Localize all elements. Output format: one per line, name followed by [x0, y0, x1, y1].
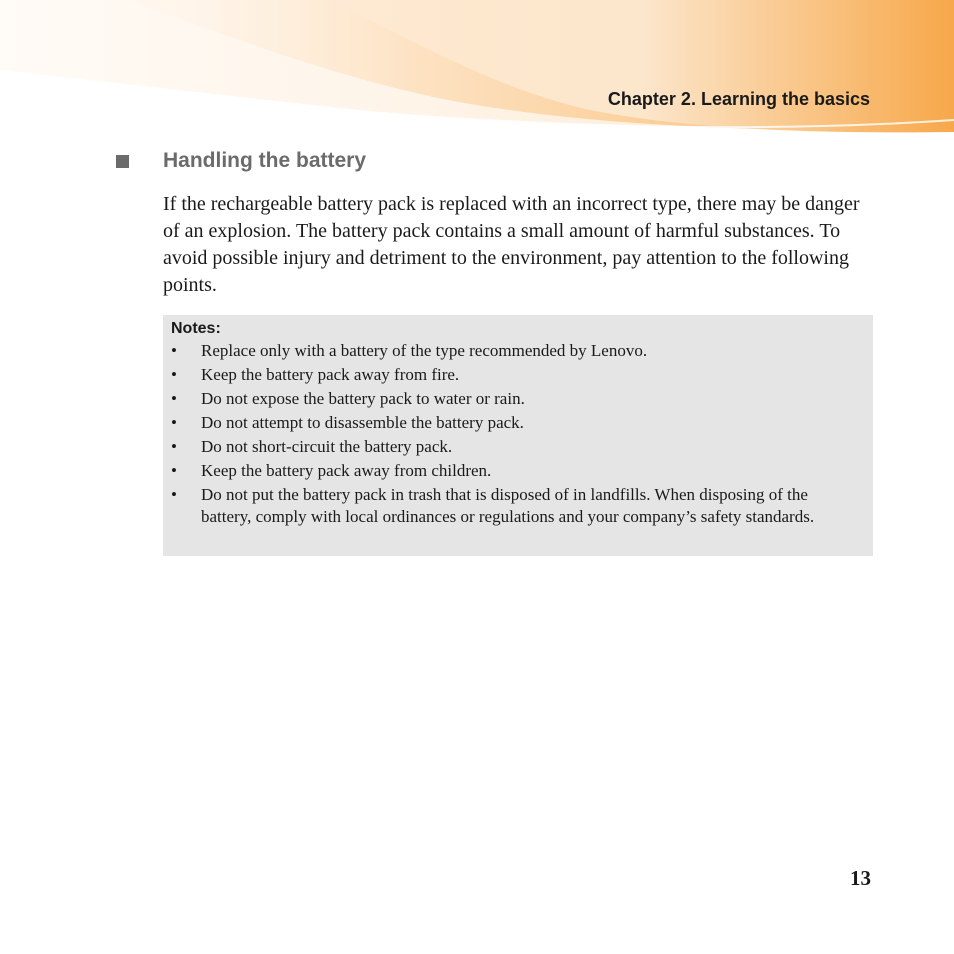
chapter-title: Chapter 2. Learning the basics: [607, 89, 870, 109]
list-item: [171, 484, 859, 527]
note-text: Do not expose the battery pack to water or rain.: [201, 389, 525, 408]
header-swoosh-graphic: [0, 0, 954, 140]
notes-title: Notes:: [171, 320, 221, 337]
list-item: [171, 388, 859, 410]
list-item: [171, 412, 859, 434]
bullet-dot: •: [171, 437, 177, 456]
bullet-dot: •: [171, 389, 177, 408]
section-bullet-square: [116, 155, 129, 168]
note-text: Do not attempt to disassemble the battery pack.: [201, 413, 524, 432]
list-item: [171, 436, 859, 458]
bullet-dot: •: [171, 485, 177, 504]
bullet-dot: •: [171, 413, 177, 432]
note-text: Keep the battery pack away from children.: [201, 461, 492, 480]
bullet-dot: •: [171, 461, 177, 480]
section-heading: Handling the battery: [163, 149, 367, 172]
notes-list: [171, 340, 859, 527]
note-text: Do not put the battery pack in trash that is disposed of in landfills. When disposing of the battery, comply with local ordinances or regulations and your company’s safety standards.: [201, 485, 815, 526]
list-item: [171, 460, 859, 482]
list-item: [171, 364, 859, 386]
note-text: Replace only with a battery of the type recommended by Lenovo.: [201, 341, 648, 360]
page-number: 13: [850, 866, 871, 890]
bullet-dot: •: [171, 341, 177, 360]
list-item: [171, 340, 859, 362]
notes-box: [163, 315, 873, 556]
bullet-dot: •: [171, 365, 177, 384]
section-body-paragraph: If the rechargeable battery pack is replaced with an incorrect type, there may be danger of an explosion. The battery pack contains a small amount of harmful substances. To avoid possible injury and detriment to the environment, pay attention to the following points.: [163, 193, 860, 296]
note-text: Do not short-circuit the battery pack.: [201, 437, 453, 456]
note-text: Keep the battery pack away from fire.: [201, 365, 460, 384]
